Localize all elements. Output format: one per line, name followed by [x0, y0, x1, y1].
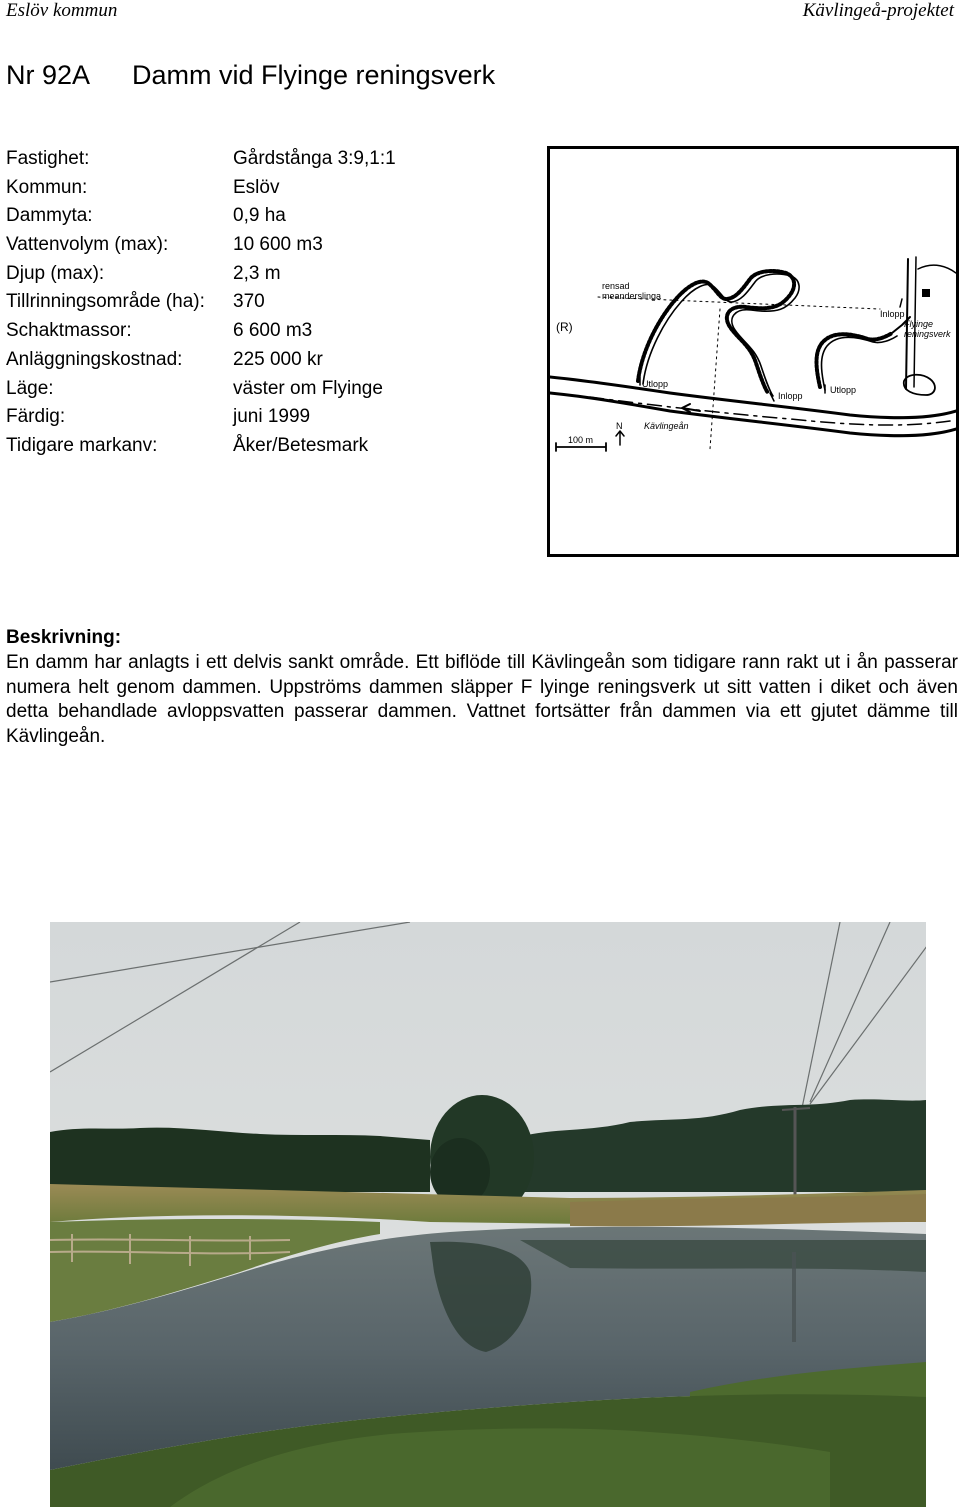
header-right: Kävlingeå-projektet [802, 0, 954, 21]
map-label-scale: 100 m [568, 435, 594, 445]
map-label-meanderslinga: meanderslinga [602, 291, 662, 301]
fact-value: Gårdstånga 3:9,1:1 [233, 148, 396, 169]
plant-building [922, 289, 930, 297]
pond-photo-scene [50, 922, 926, 1507]
fact-value: 370 [233, 291, 265, 313]
fact-label: Djup (max): [6, 262, 105, 284]
description-heading: Beskrivning: [6, 627, 122, 648]
fact-label: Läge: [6, 377, 54, 399]
map-label-inlopp-1: Inlopp [880, 309, 905, 319]
fact-label: Vattenvolym (max): [6, 234, 169, 256]
fact-value: 225 000 kr [233, 348, 323, 370]
map-label-rensad: rensad [602, 281, 630, 291]
fact-label: Anläggningskostnad: [6, 348, 183, 370]
fact-value: 10 600 m3 [233, 234, 323, 256]
header-left: Eslöv kommun [6, 0, 118, 21]
pond-photo [50, 922, 926, 1507]
north-arrow [616, 431, 624, 445]
map-label-kavlingean: Kävlingeån [644, 421, 689, 431]
plant-boundary [918, 265, 956, 273]
fact-label: Kommun: [6, 176, 88, 198]
map-label-utlopp-2: Utlopp [830, 385, 857, 395]
map-label-r: (R) [556, 320, 573, 334]
fact-label: Tidigare markanv: [6, 434, 158, 456]
river-arrow [682, 404, 700, 412]
map-label-reningsverk: reningsverk [904, 329, 951, 339]
fact-value: väster om Flyinge [233, 377, 383, 399]
page-title [6, 60, 495, 91]
fact-label: Schaktmassor: [6, 320, 132, 342]
map-label-north: N [616, 421, 623, 431]
fact-value: 0,9 ha [233, 205, 286, 227]
description-text: En damm har anlagts i ett delvis sankt område. Ett biflöde till Kävlingeån som tidigare rann rakt ut i ån passerar numera helt genom dammen. Uppströms dammen släpper F lyinge reningsverk ut sitt vatten i diket och även detta behandlade avloppsvatten passerar dammen. Vattnet fortsätter från dammen via ett gjutet dämme till Kävlingeån. [6, 652, 958, 747]
fact-label: Tillrinningsområde (ha): [6, 291, 205, 313]
title-name: Damm vid Flyinge reningsverk [132, 60, 496, 90]
river-bank-north [550, 377, 956, 418]
site-map [547, 146, 959, 557]
fact-value: 2,3 m [233, 262, 281, 284]
pond-loop [817, 333, 893, 387]
fact-value: juni 1999 [233, 406, 311, 428]
property-line-vertical [710, 309, 720, 449]
fact-label: Färdig: [6, 406, 66, 428]
treeline [50, 1128, 430, 1192]
fact-label: Fastighet: [6, 148, 90, 169]
title-number: Nr 92A [6, 60, 91, 90]
fact-value: 6 600 m3 [233, 320, 313, 342]
site-map-drawing [550, 149, 956, 554]
map-label-inlopp-2: Inlopp [778, 391, 803, 401]
fact-label: Dammyta: [6, 205, 93, 227]
map-label-utlopp-1: Utlopp [642, 379, 669, 389]
plant-pond [904, 375, 935, 395]
fact-value: Eslöv [233, 176, 280, 198]
map-label-flyinge: Flyinge [904, 319, 934, 329]
fact-value: Åker/Betesmark [233, 434, 369, 456]
